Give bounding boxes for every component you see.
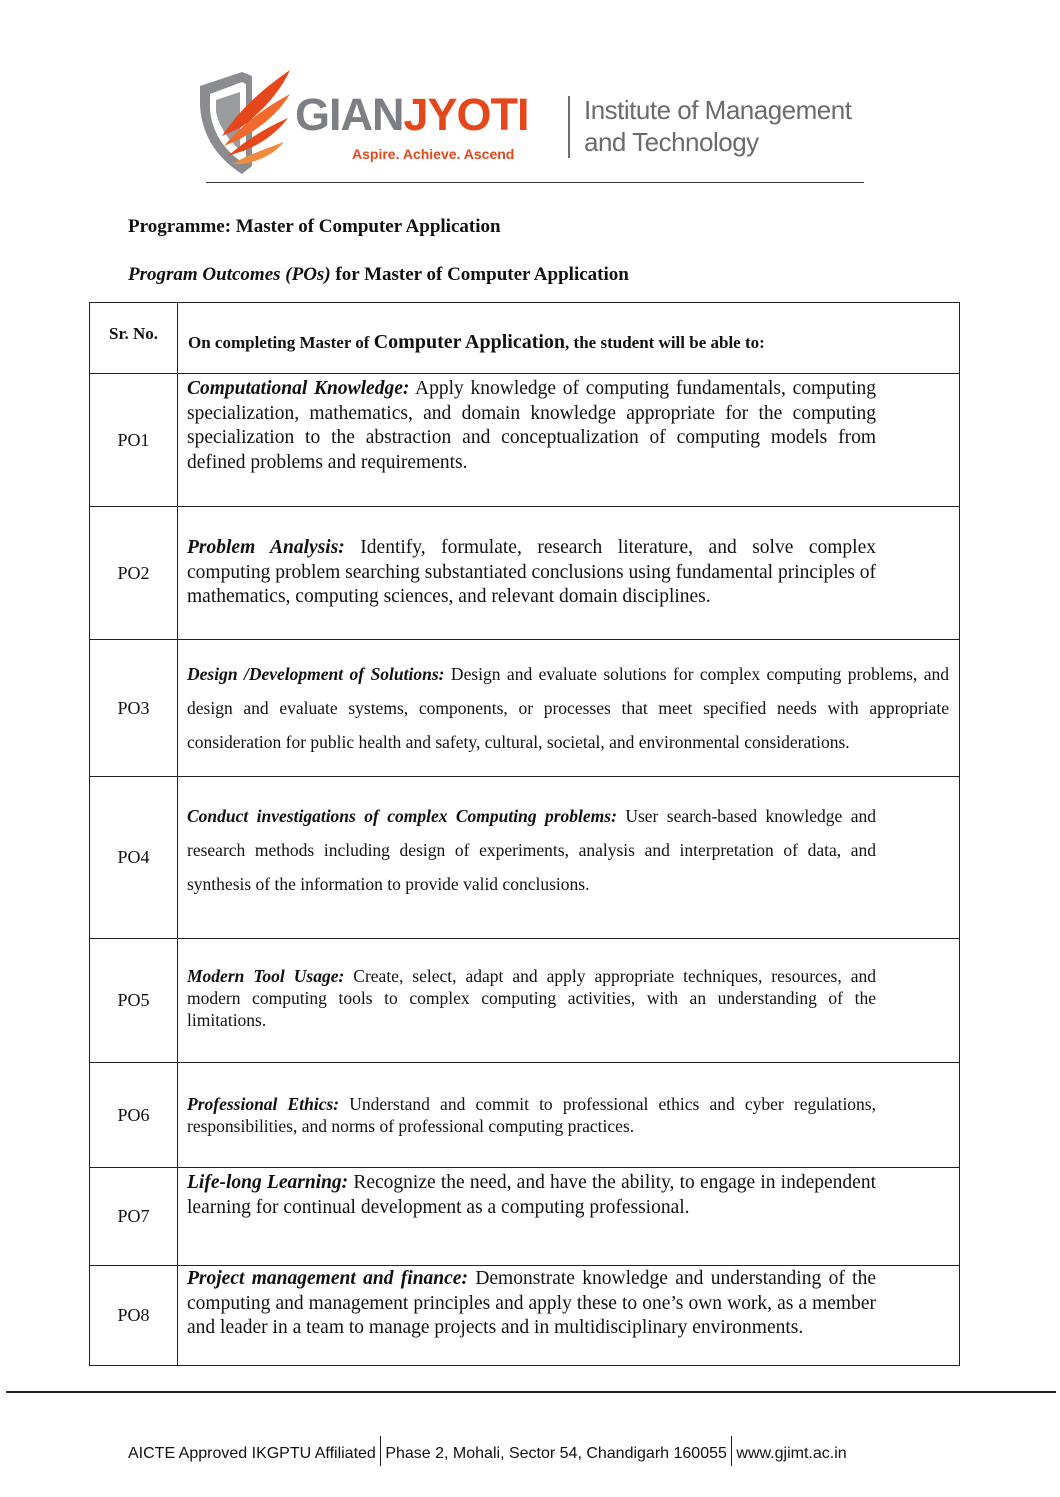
institute-logo: [192, 66, 892, 176]
po-term: Conduct investigations of complex Computing problems:: [187, 806, 617, 826]
po-text: Understand and commit to professional ethics and cyber regulations, responsibilities, and norms of professional computing practices.: [187, 1094, 876, 1136]
program-outcomes-table: [89, 302, 960, 1366]
footer-website[interactable]: www.gjimt.ac.in: [736, 1445, 847, 1462]
po-description: [178, 507, 960, 640]
po-term: Computational Knowledge:: [187, 378, 410, 399]
header-sr-no: Sr. No.: [90, 303, 178, 374]
po-text: Recognize the need, and have the ability, to engage in independent learning for continual development as a computing professional.: [187, 1172, 876, 1218]
po-description: [178, 939, 960, 1063]
header-desc-post: , the student will be able to:: [565, 332, 765, 352]
po-text: Apply knowledge of computing fundamentals, computing specialization, mathematics, and domain knowledge appropriate for the computing specialization to the abstraction and conceptualization of computing models from defined problems and requirements.: [187, 378, 876, 473]
po-number: PO7: [90, 1168, 178, 1266]
table-row: [90, 777, 960, 939]
po-text: Identify, formulate, research literature, and solve complex computing problem searching substantiated conclusions using fundamental principles of mathematics, computing sciences, and relevant domain disciplines.: [187, 537, 877, 608]
po-heading-italic: Program Outcomes (POs): [128, 264, 331, 285]
brand-tagline: Aspire. Achieve. Ascend: [352, 146, 515, 162]
header-desc-big: Computer Application: [373, 330, 566, 353]
institute-name-line1: Institute of Management: [584, 95, 852, 125]
po-number: PO1: [90, 374, 178, 507]
footer-divider: [6, 1391, 1056, 1393]
po-term: Life-long Learning:: [187, 1172, 349, 1193]
po-heading-rest: for Master of Computer Application: [330, 264, 629, 285]
po-description: [178, 640, 960, 777]
footer-separator: [731, 1436, 733, 1466]
po-number: PO8: [90, 1266, 178, 1366]
institute-name-line2: and Technology: [584, 127, 759, 157]
table-row: [90, 1266, 960, 1366]
po-number: PO6: [90, 1063, 178, 1168]
table-row: [90, 1168, 960, 1266]
logo-divider: [568, 96, 570, 158]
brand-name-part2: JYOTI: [403, 89, 529, 140]
footer-affiliation: AICTE Approved IKGPTU Affiliated: [128, 1445, 376, 1462]
institute-name: [584, 94, 851, 158]
table-row: [90, 939, 960, 1063]
table-row: [90, 640, 960, 777]
po-number: PO4: [90, 777, 178, 939]
table-row: [90, 507, 960, 640]
po-number: PO2: [90, 507, 178, 640]
po-term: Problem Analysis:: [187, 537, 345, 559]
po-number: PO3: [90, 640, 178, 777]
brand-name: [295, 89, 529, 140]
po-term: Modern Tool Usage:: [187, 966, 345, 986]
po-term: Design /Development of Solutions:: [187, 664, 445, 684]
footer-address: Phase 2, Mohali, Sector 54, Chandigarh 160055: [385, 1445, 727, 1462]
po-text: Demonstrate knowledge and understanding of the computing and management principles and apply these to one’s own work, as a member and leader in a team to manage projects and in multidisciplinary environments.: [187, 1268, 876, 1338]
po-text: User search-based knowledge and research methods including design of experiments, analysis and interpretation of data, and synthesis of the information to provide valid conclusions.: [187, 806, 876, 894]
table-row: [90, 1063, 960, 1168]
brand-name-part1: GIAN: [295, 89, 404, 140]
po-heading: [128, 264, 629, 286]
footer-separator: [380, 1436, 382, 1466]
po-text: Design and evaluate solutions for complex computing problems, and design and evaluate systems, components, or processes that meet specified needs with appropriate consideration for public health and safety, cultural, societal, and environmental considerations.: [187, 664, 950, 752]
po-description: [178, 1063, 960, 1168]
header-desc-pre: On completing Master of: [188, 332, 374, 352]
footer: [128, 1436, 847, 1466]
shield-wings-icon: [192, 66, 292, 178]
header-description: [178, 303, 960, 374]
table-row: [90, 374, 960, 507]
po-text: Create, select, adapt and apply appropriate techniques, resources, and modern computing tools to complex computing activities, with an understanding of the limitations.: [187, 966, 876, 1030]
po-description: [178, 1266, 960, 1366]
po-description: [178, 777, 960, 939]
po-term: Project management and finance:: [187, 1268, 468, 1289]
programme-title: Programme: Master of Computer Application: [128, 216, 501, 237]
po-description: [178, 374, 960, 507]
table-header-row: [90, 303, 960, 374]
po-number: PO5: [90, 939, 178, 1063]
header-divider: [206, 182, 864, 183]
po-term: Professional Ethics:: [187, 1094, 340, 1114]
po-description: [178, 1168, 960, 1266]
